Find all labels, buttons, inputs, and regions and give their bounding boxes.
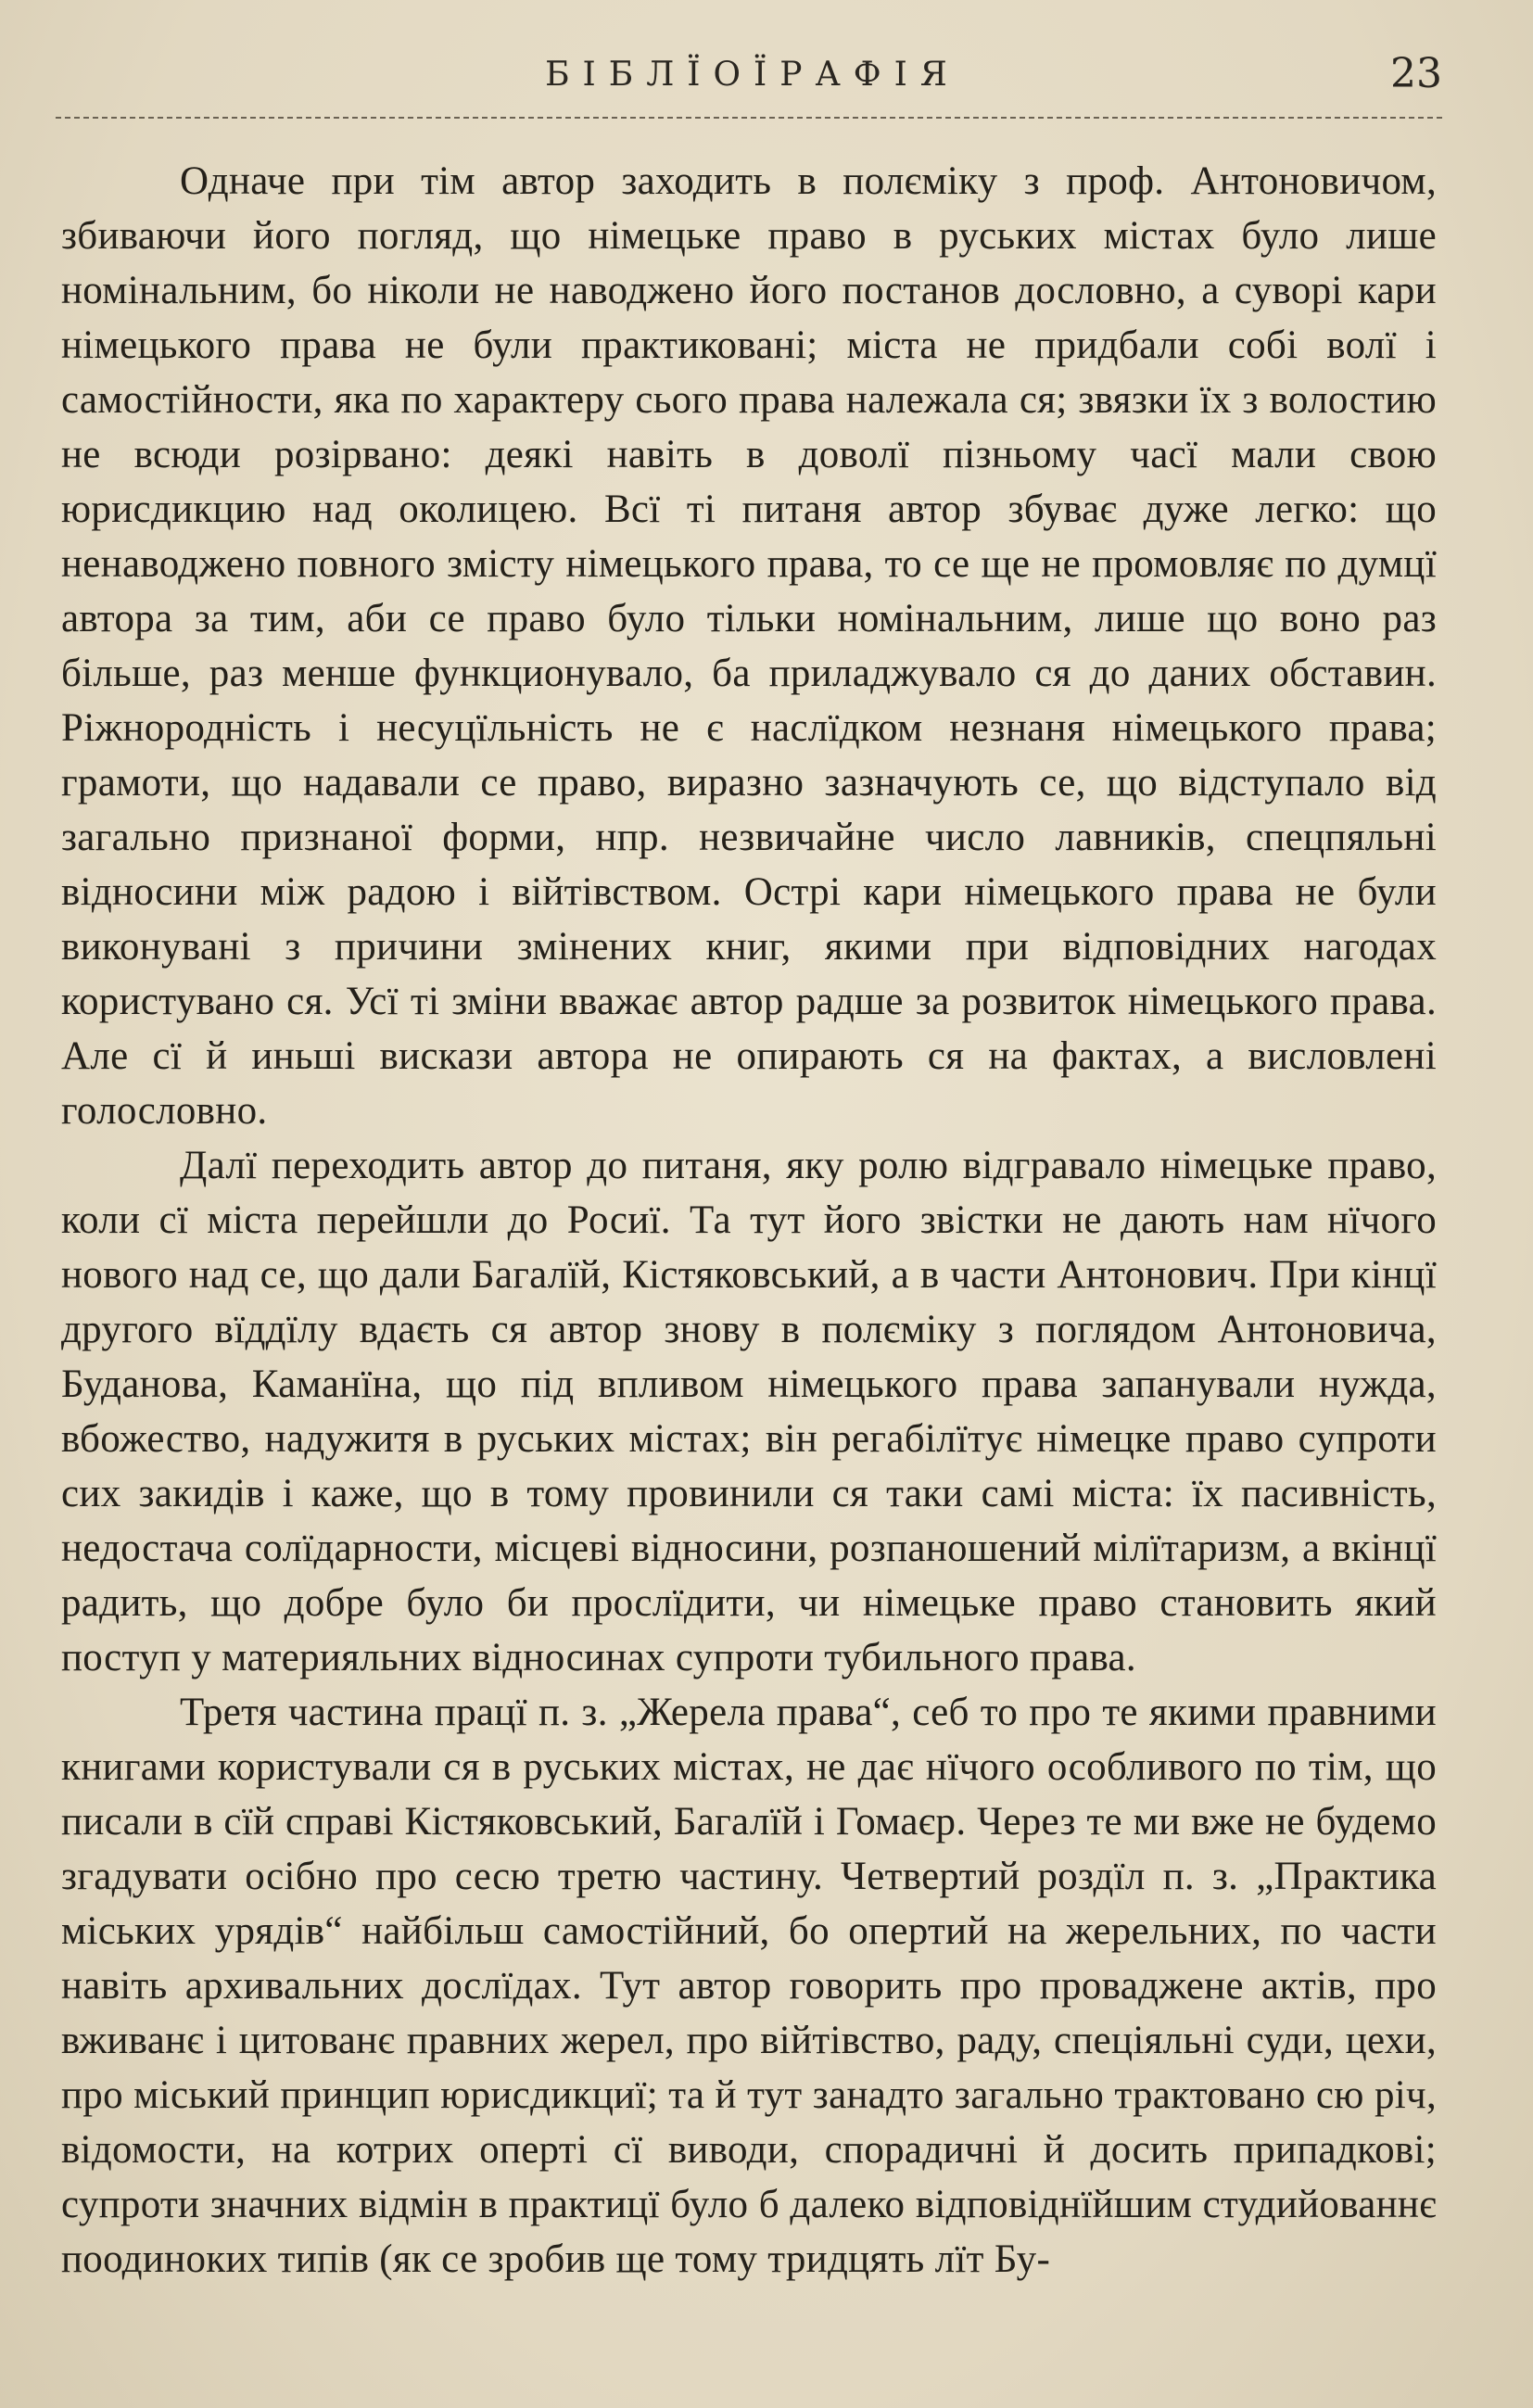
- header-divider: [56, 117, 1442, 119]
- body-text: [61, 154, 1437, 2287]
- running-head-title: БІБЛЇОЇРАФІЯ: [545, 56, 960, 94]
- page-number: 23: [1390, 50, 1442, 97]
- paragraph-2: Далї переходить автор до питаня, яку ролю відгравало німецьке право, коли сї міста перейшли до Росиї. Та тут його звістки не дають нам нїчого нового над се, що дали Багалїй, Кістяковський, а в части Антонович. При кінцї другого вїддїлу вдаєть ся автор знову в полєміку з поглядом Антоновича, Буданова, Каманїна, що під впливом німецького права запанували нужда, вбожество, надужитя в руських містах; він регабілїтує німецке право супроти сих закидів і каже, що в тому провинили ся таки самі міста: їх пасивність, недостача солїдарности, місцеві відносини, розпаношений мілїтаризм, а вкінцї радить, що добре було би прослїдити, чи німецьке право становить який поступ у материяльних відносинах супроти тубильного права.: [61, 1144, 1437, 1679]
- paragraph-3: Третя частина працї п. з. „Жерела права“, себ то про те якими правними книгами користували ся в руських містах, не дає нїчого особливого по тім, що писали в сїй справі Кістяковський, Багалїй і Гомаєр. Через те ми вже не будемо згадувати осібно про сесю третю частину. Четвертий роздїл п. з. „Практика міських урядів“ найбільш самостійний, бо опертий на жерельних, по части навіть архивальних дослїдах. Тут автор говорить про проваджене актів, про вживанє і цитованє правних жерел, про війтівство, раду, спецiяльні суди, цехи, про міський принцип юрисдикциї; та й тут занадто загально трактовано сю річ, відомости, на котрих оперті сї виводи, спорадичні й досить припадкові; супроти значних відмін в практицї було б далеко відповіднїйшим студийованнє поодиноких типів (як се зробив ще тому тридцять лїт Бу-: [61, 1691, 1437, 2281]
- paragraph-1: Одначе при тім автор заходить в полєміку з проф. Антоновичом, збиваючи його погляд, що німецьке право в руських містах було лише номінальним, бо ніколи не наводжено його постанов дословно, а суворі кари німецького права не були практиковані; міста не придбали собі волї і самостійности, яка по характеру сього права належала ся; звязки їх з волостию не всюди розірвано: деякі навіть в доволї пізньому часї мали свою юрисдикцию над околицею. Всї ті питаня автор збуває дуже легко: що ненаводжено повного змісту німецького права, то се ще не промовляє по думцї автора за тим, аби се право було тільки номінальним, лише що воно раз більше, раз менше функционувало, ба приладжувало ся до даних обставин. Ріжнородність і несуцїльність не є наслїдком незнаня німецького права; грамоти, що надавали се право, виразно зазначують се, що відступало від загально признаної форми, нпр. незвичайне число лавників, спецпяльні відносини між радою і війтівством. Острі кари німецького права не були виконувані з причини змінених книг, якими при відповідних нагодах користувано ся. Усї ті зміни вважає автор радше за розвиток німецького права. Але сї й иньші вискази автора не опирають ся на фактах, а висловлені голословно.: [61, 159, 1437, 1133]
- running-head: [63, 48, 1442, 104]
